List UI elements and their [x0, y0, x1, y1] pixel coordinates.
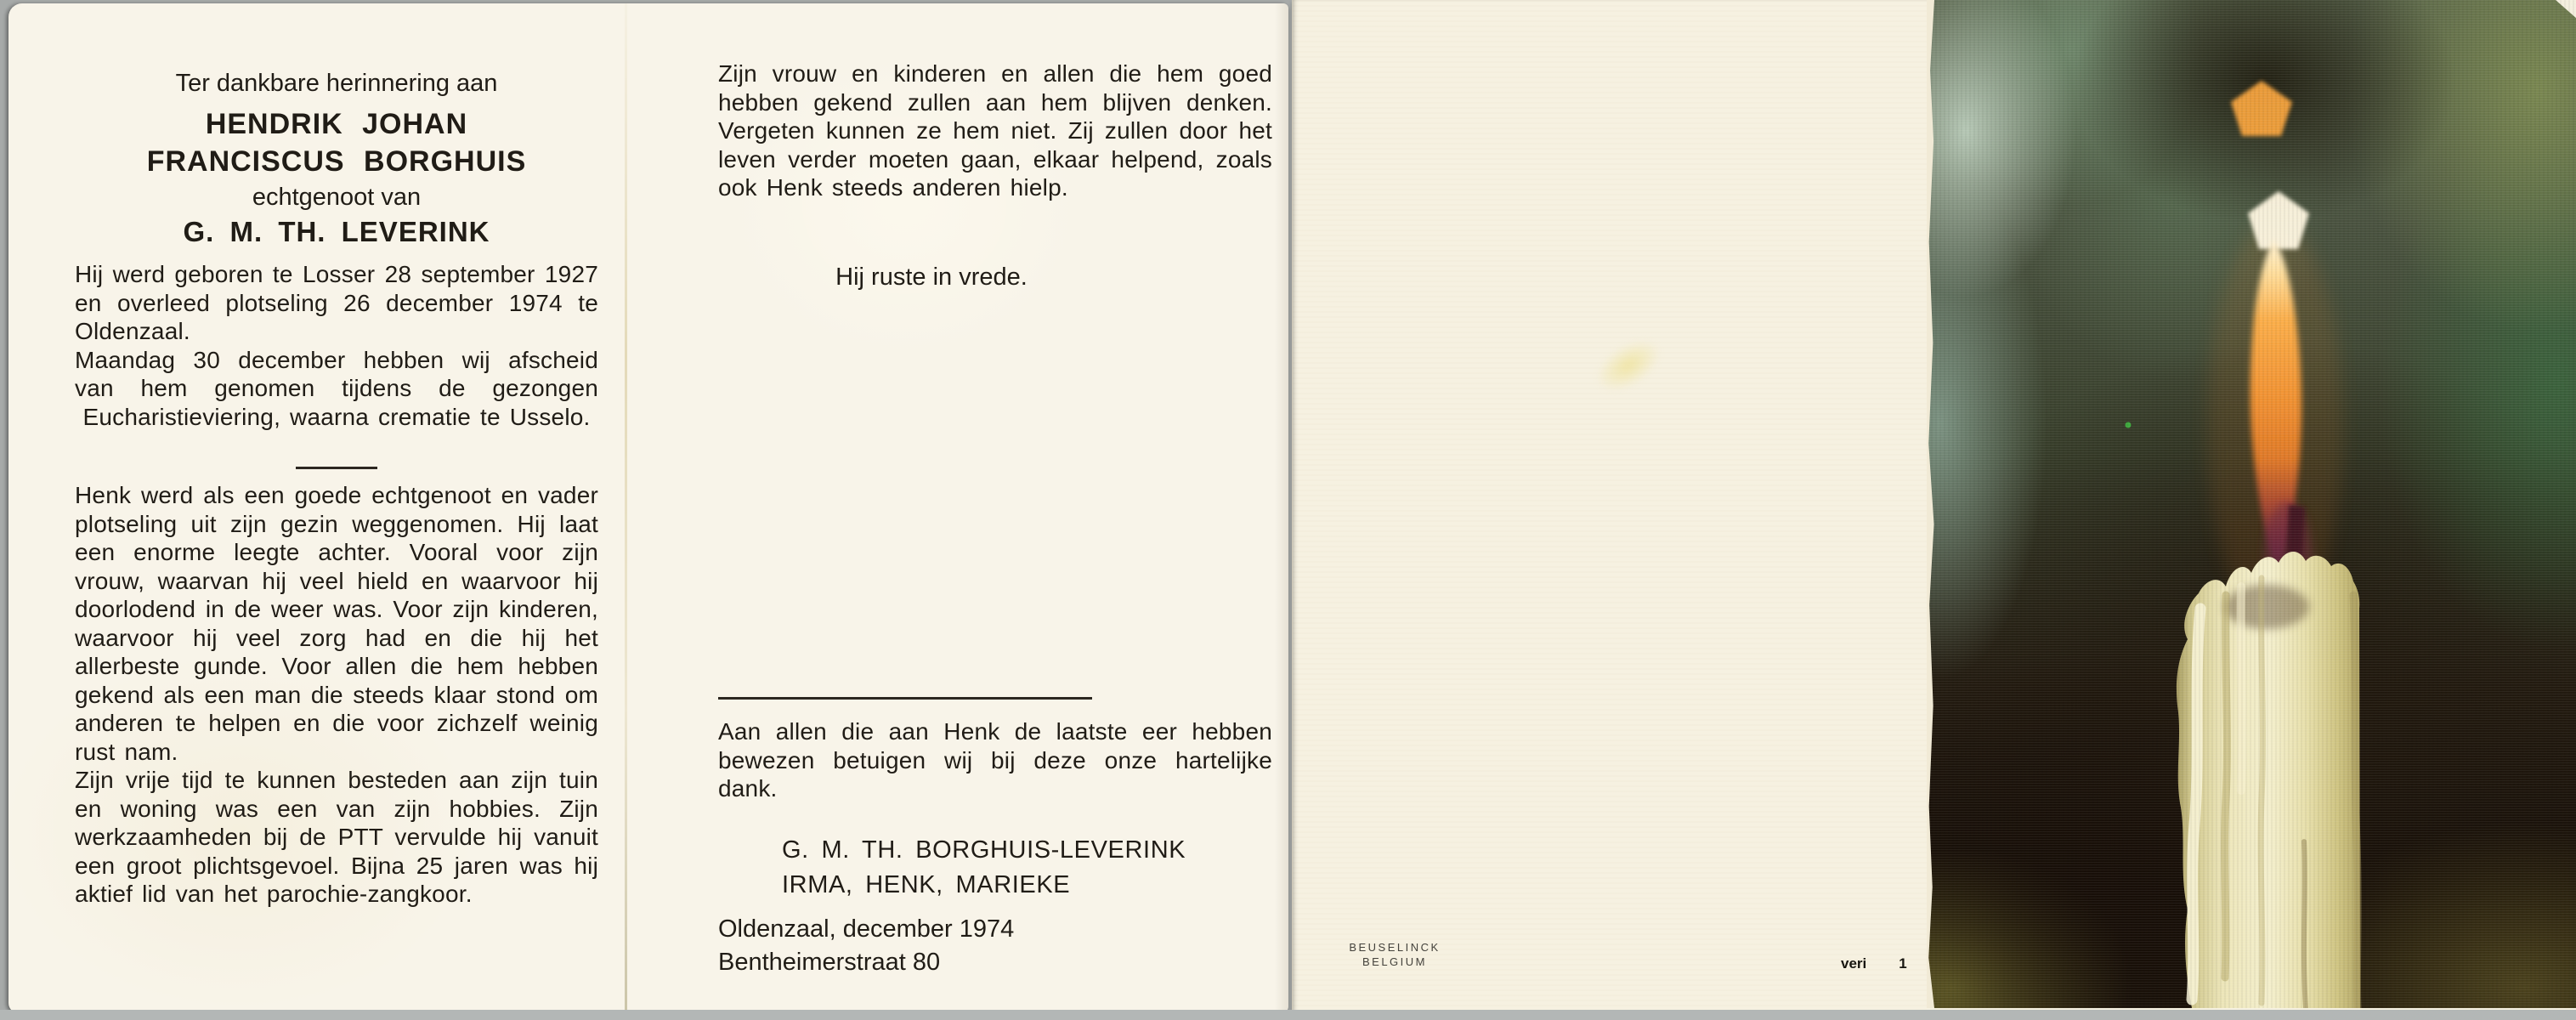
green-speck — [2126, 422, 2132, 428]
spouse-name: G. M. TH. LEVERINK — [183, 216, 490, 247]
bokeh-orange — [2231, 81, 2292, 136]
paper-stain — [1559, 300, 1697, 431]
fold-crease — [625, 3, 627, 1013]
paragraph-block-birth — [75, 260, 598, 431]
memorial-card-text-page — [8, 3, 1288, 1013]
printer-mark-line-1: BEUSELINCK — [1349, 941, 1441, 954]
rest-in-peace-line: Hij ruste in vrede. — [835, 264, 1028, 291]
signature-children: IRMA, HENK, MARIEKE — [782, 871, 1071, 898]
corner-notch — [2556, 0, 2576, 19]
candle-illustration — [1927, 0, 2576, 1008]
paragraph-block-tribute — [75, 481, 598, 909]
wax-drip-shadow-2 — [2261, 578, 2262, 1003]
printer-mark-line-2: BELGIUM — [1362, 955, 1427, 968]
paragraph-hobbies: Zijn vrije tijd te kunnen besteden aan zijn tuin en woning was een van zijn hobbies. Zijn werkzaamheden bij de PTT vervulde hij vanuit een groot plichtsgevoel. Bijna 25 jaren was hij aktief lid van het parochie-zangkoor. — [75, 767, 598, 907]
paragraph-remembrance: Zijn vrouw en kinderen en allen die hem goed hebben gekend zullen aan hem blijven denken. Vergeten kunnen ze hem niet. Zij zullen door het leven verder moeten gaan, elkaar helpend, zoals ook Henk steeds anderen hielp. — [718, 60, 1272, 201]
bokeh-white — [2248, 191, 2309, 249]
text-column-right — [718, 3, 1272, 1013]
scanner-bottom-edge — [0, 1010, 2576, 1020]
candle-right-shade — [2353, 595, 2358, 1008]
thanks-divider — [718, 697, 1092, 700]
paragraph-tribute: Henk werd als een goede echtgenoot en vader plotseling uit zijn gezin weggenomen. Hij laat een enorme leegte achter. Vooral voor zijn vrouw, waarvan hij veel hield en waarvoor hij doorlodend in de weer was. Voor zijn kinderen, waarvoor hij veel zorg had en die hij het allerbeste gunde. Voor allen die hem hebben gekend als een man die steeds klaar stond om anderen te helpen en die voor zichzelf weinig rust nam. — [75, 482, 598, 765]
memorial-card-back-page — [1292, 0, 2576, 1017]
address-line: Bentheimerstraat 80 — [718, 949, 941, 976]
deceased-name-line-2: FRANCISCUS BORGHUIS — [146, 145, 527, 178]
wax-drip-shadow-1 — [2225, 595, 2228, 978]
signature-spouse: G. M. TH. BORGHUIS-LEVERINK — [782, 836, 1186, 864]
paragraph-birth-death: Hij werd geboren te Losser 28 september 1927 en overleed plotseling 26 december 1974 te Oldenzaal. — [75, 261, 598, 344]
verso-number: 1 — [1899, 955, 1907, 972]
paragraph-thanks: Aan allen die aan Henk de laatste eer hebben bewezen betuigen wij bij deze onze hartelijke dank. — [718, 718, 1272, 802]
text-column-left — [75, 3, 598, 1013]
verso-page-mark — [1841, 955, 1907, 972]
paragraph-farewell-service: Maandag 30 december hebben wij afscheid van hem genomen tijdens de gezongen Eucharistieviering, waarna crematie te Usselo. — [75, 346, 598, 430]
relation-line: echtgenoot van — [252, 184, 422, 211]
wax-drip-highlight-2 — [2241, 586, 2243, 790]
section-divider — [296, 467, 377, 469]
candle-photo — [1927, 0, 2576, 1008]
printer-mark — [1337, 940, 1452, 969]
signature-block — [782, 833, 1258, 903]
verso-label: veri — [1841, 955, 1867, 972]
place-date-block — [718, 913, 1272, 979]
wax-crack — [2304, 842, 2306, 1008]
place-date-line: Oldenzaal, december 1974 — [718, 915, 1015, 943]
deceased-name-line-1: HENDRIK JOHAN — [205, 108, 468, 140]
intro-line: Ter dankbare herinnering aan — [175, 70, 498, 97]
